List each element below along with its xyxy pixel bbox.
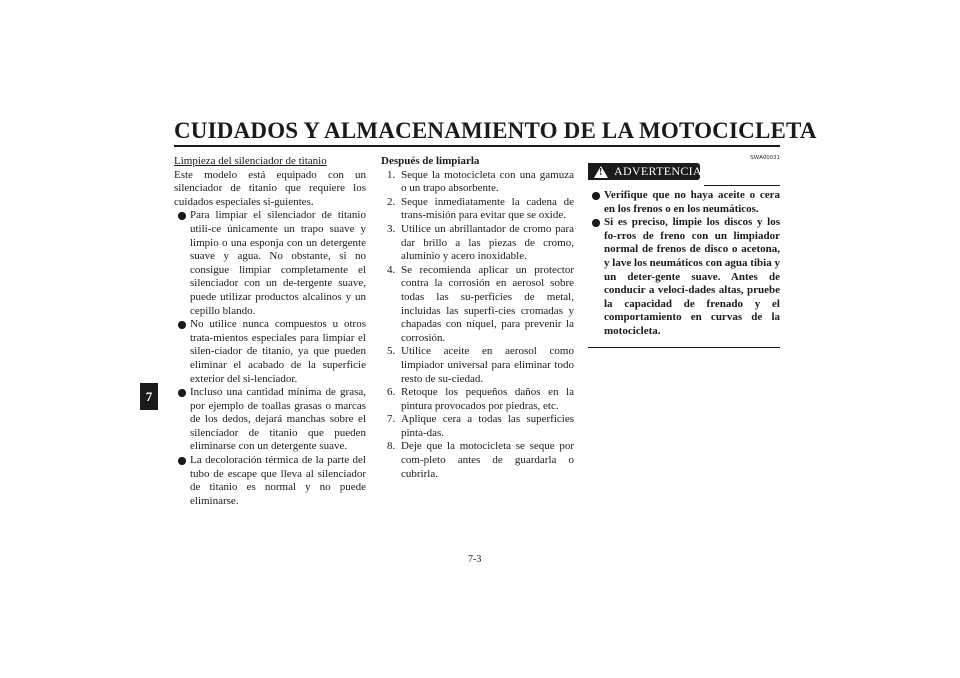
list-item: 2. Seque inmediatamente la cadena de trans-misión para evitar que se oxide.: [387, 195, 574, 222]
warning-body: [588, 189, 780, 339]
bullet-dot-icon: [592, 192, 600, 200]
bullet-dot-icon: [592, 219, 600, 227]
bullet-dot-icon: [178, 457, 186, 465]
warning-code: SWA00031: [749, 155, 780, 161]
warning-bullet: Verifique que no haya aceite o cera en los frenos o en los neumáticos.: [588, 189, 780, 216]
list-item: 6. Retoque los pequeños daños en la pintura provocados por piedras, etc.: [387, 386, 574, 412]
warning-badge: [588, 163, 700, 180]
bullet-item: La decoloración térmica de la parte del tubo de escape que lleva al silenciador de titanio es normal y no puede eliminarse.: [174, 454, 366, 508]
bullet-dot-icon: [178, 212, 186, 220]
title-rule: [174, 145, 780, 147]
warning-label: ADVERTENCIA: [614, 163, 702, 178]
bullet-dot-icon: [178, 389, 186, 397]
bullet-dot-icon: [178, 321, 186, 329]
section-subheading: Limpieza del silenciador de titanio: [174, 155, 327, 167]
intro-paragraph: Este modelo está equipado con un silenciador de titanio que requiere los cuidados especiales si-guientes.: [174, 168, 366, 208]
list-item: 8. Deje que la motocicleta se seque por com-pleto antes de guardarla o cubrirla.: [387, 440, 574, 480]
column-titanium-muffler: [174, 155, 366, 508]
list-item: 4. Se recomienda aplicar un protector contra la corrosión en aerosol sobre todas las su-perficies de metal, incluidas las superfi-cies cromadas y chapadas con níquel, para prevenir la corrosión.: [387, 263, 574, 344]
warning-bottom-rule: [588, 347, 780, 349]
list-item: 5. Utilice aceite en aerosol como limpiador universal para eliminar todo resto de su-ciedad.: [387, 345, 574, 385]
warning-header: [588, 163, 780, 183]
page-number: 7-3: [468, 554, 482, 565]
bullet-item: No utilice nunca compuestos u otros trata-mientos especiales para limpiar el silen-ciador de titanio, ya que pueden eliminar el acabado de la superficie exterior del si-lenciador.: [174, 318, 366, 386]
warning-triangle-icon: !: [594, 166, 608, 178]
list-item: 1. Seque la motocicleta con una gamuza o un trapo absorbente.: [387, 168, 574, 195]
page-title: CUIDADOS Y ALMACENAMIENTO DE LA MOTOCICLETA: [174, 118, 817, 143]
list-item: 7. Aplique cera a todas las superficies pinta-das.: [387, 413, 574, 439]
warning-bullet: Si es preciso, limpie los discos y los fo-rros de freno con un limpiador normal de frenos de disco o acetona, y lave los neumáticos con agua tibia y un deter-gente suave. Antes de conducir a veloci-dades altas, pruebe la capacidad de frenado y el comportamiento en curvas de la motocicleta.: [588, 216, 780, 338]
bullet-item: Incluso una cantidad mínima de grasa, por ejemplo de toallas grasas o marcas de los dedos, dejará manchas sobre el silenciador de titanio que pueden eliminarse con un detergente suave.: [174, 386, 366, 454]
column-after-cleaning: [381, 155, 574, 481]
bullet-item: Para limpiar el silenciador de titanio utili-ce únicamente un trapo suave y limpio o una esponja con un detergente suave y agua. No obstante, si no consigue limpiar completamente el silenciador con un de-tergente suave, puede utilizar productos alcalinos y un cepillo blando.: [174, 209, 366, 318]
chapter-tab: 7: [140, 383, 158, 410]
section-heading: Después de limpiarla: [381, 155, 480, 167]
warning-box: [588, 155, 780, 348]
list-item: 3. Utilice un abrillantador de cromo para dar brillo a las piezas de cromo, aluminio y acero inoxidable.: [387, 222, 574, 263]
warning-header-rule: [704, 185, 780, 186]
